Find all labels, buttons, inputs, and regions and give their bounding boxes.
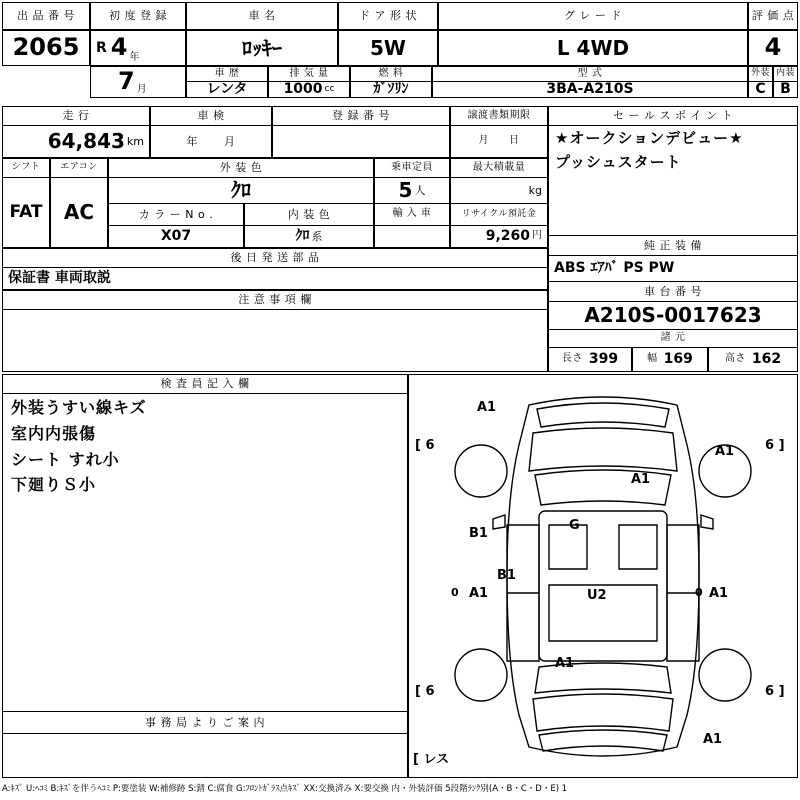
shift-value: FAT xyxy=(9,201,43,222)
sales-point-line-2: プッシュスタート xyxy=(555,152,682,171)
shaken-label-cell xyxy=(150,106,272,126)
exterior-grade-label-cell xyxy=(748,66,773,82)
mark-trunk-a1: A1 xyxy=(703,732,723,747)
interior-color-value-cell xyxy=(244,226,374,248)
office-notice-label-cell xyxy=(2,712,408,734)
shaken-month-unit: 月 xyxy=(224,134,236,148)
sales-point-label: セ ー ル ス ポ イ ン ト xyxy=(613,109,733,123)
later-parts-value: 保証書 車両取説 xyxy=(8,270,111,287)
recycle-label-cell xyxy=(450,204,548,226)
mileage-label: 走 行 xyxy=(62,109,90,123)
mark-left-rear-a1: A1 xyxy=(469,586,489,601)
rating-value-cell xyxy=(748,30,798,66)
length-cell xyxy=(548,348,632,372)
interior-color-suffix: 系 xyxy=(311,229,323,243)
legend-text: A:ｷｽﾞ U:ﾍｺﾐ B:ｷｽﾞを伴うﾍｺﾐ P:要塗装 W:補修跡 S:錆 C:腐食 G:ﾌﾛﾝﾄｶﾞﾗｽ点ｷｽﾞ XX:交換済み X:要交換 内・外装評価 5段階ﾗﾝｸ別(A・B・C・D・E) 1 xyxy=(2,784,568,794)
dimensions-label: 諸 元 xyxy=(660,332,686,344)
width-cell xyxy=(632,348,708,372)
max-load-unit: kg xyxy=(528,183,542,197)
door-shape-label-cell xyxy=(338,2,438,30)
mark-left-zero: 0 xyxy=(451,586,459,599)
chassis-label-cell xyxy=(548,282,798,302)
later-parts-label: 後 日 発 送 部 品 xyxy=(230,251,320,265)
height-label: 高さ xyxy=(724,353,746,365)
inspector-label-cell xyxy=(2,374,408,394)
ac-value: AC xyxy=(63,200,95,224)
transfer-deadline-value-cell xyxy=(450,126,548,158)
fuel-label: 燃 料 xyxy=(378,67,404,79)
color-no-value-cell xyxy=(108,226,244,248)
inspector-note-1: 外装うすい線キズ xyxy=(11,398,147,417)
displacement-label: 排 気 量 xyxy=(289,67,329,79)
rating-label: 評 価 点 xyxy=(751,9,795,23)
first-reg-month-cell xyxy=(90,66,186,98)
mark-front-right-bracket: 6 ] xyxy=(765,438,785,453)
height-value: 162 xyxy=(751,351,782,368)
model-code-label-cell xyxy=(432,66,748,82)
mileage-value-cell xyxy=(2,126,150,158)
color-no-value: X07 xyxy=(160,228,192,245)
shift-label-cell xyxy=(2,158,50,178)
grade-label: グ レ ー ド xyxy=(564,9,622,23)
import-label-cell xyxy=(374,204,450,226)
damage-diagram xyxy=(409,375,797,777)
mark-right-zero: 0 xyxy=(695,586,703,599)
car-name-label-cell xyxy=(186,2,338,30)
first-reg-year-unit: 年 xyxy=(129,51,140,63)
office-notice-value-cell xyxy=(2,734,408,778)
exterior-color-value-cell xyxy=(108,178,374,204)
mark-center-g: G xyxy=(569,518,580,533)
length-label: 長さ xyxy=(561,353,583,365)
inspector-label: 検 査 員 記 入 欄 xyxy=(160,377,250,391)
transfer-deadline-label: 譲渡書類期限 xyxy=(467,109,531,121)
first-reg-month-unit: 月 xyxy=(136,83,147,95)
mark-rear-left-bracket: [ 6 xyxy=(415,684,435,699)
height-cell xyxy=(708,348,798,372)
mileage-value: 64,843 xyxy=(47,129,125,153)
fuel-value: ｶﾞｿﾘﾝ xyxy=(373,82,409,98)
lot-number-label: 出 品 番 号 xyxy=(17,9,75,23)
door-shape-value-cell xyxy=(338,30,438,66)
reg-number-value-cell xyxy=(272,126,450,158)
recycle-label: リサイクル預託金 xyxy=(461,208,537,219)
later-parts-label-cell xyxy=(2,248,548,268)
sales-point-label-cell xyxy=(548,106,798,126)
equipment-label-cell xyxy=(548,236,798,256)
width-label: 幅 xyxy=(647,353,658,365)
seats-label: 乗車定員 xyxy=(391,161,433,173)
exterior-color-label-cell xyxy=(108,158,374,178)
exterior-color-label: 外 装 色 xyxy=(219,161,263,175)
ac-value-cell xyxy=(50,178,108,248)
inspector-note-2: 室内内張傷 xyxy=(11,423,97,443)
seats-label-cell xyxy=(374,158,450,178)
grade-label-cell xyxy=(438,2,748,30)
inspector-note-4: 下廻りＳ小 xyxy=(11,475,97,495)
interior-color-label: 内 装 色 xyxy=(287,207,331,221)
grade-value-cell xyxy=(438,30,748,66)
shaken-label: 車 検 xyxy=(197,109,225,123)
caution-label: 注 意 事 項 欄 xyxy=(238,293,312,307)
mileage-label-cell xyxy=(2,106,150,126)
history-value-cell xyxy=(186,82,268,98)
lot-number-value: 2065 xyxy=(12,33,80,62)
exterior-color-value: ｸﾛ xyxy=(231,178,251,202)
model-code-value-cell xyxy=(432,82,748,98)
transfer-deadline-label-cell xyxy=(450,106,548,126)
shift-value-cell xyxy=(2,178,50,248)
interior-grade-value-cell xyxy=(773,82,798,98)
rating-value: 4 xyxy=(764,33,782,62)
displacement-label-cell xyxy=(268,66,350,82)
door-shape-label: ド ア 形 状 xyxy=(359,9,417,23)
exterior-grade-value: C xyxy=(755,82,766,98)
seats-unit: 人 xyxy=(414,183,426,197)
mark-center-u2: U2 xyxy=(587,588,607,603)
mark-rear-a1: A1 xyxy=(555,656,575,671)
dimensions-label-cell xyxy=(548,330,798,348)
chassis-value-cell xyxy=(548,302,798,330)
chassis-label: 車 台 番 号 xyxy=(644,284,702,298)
sales-point-line-1: ★オークションデビュー★ xyxy=(555,129,744,147)
model-code-label: 型 式 xyxy=(577,67,603,79)
shift-label: シフト xyxy=(11,162,41,173)
fuel-label-cell xyxy=(350,66,432,82)
mark-left-door-b1: B1 xyxy=(469,526,488,541)
equipment-value-cell xyxy=(548,256,798,282)
car-outline-svg xyxy=(409,375,797,777)
mark-res-label: [ レス xyxy=(413,752,450,767)
recycle-unit: 円 xyxy=(532,230,542,242)
sales-point-value-cell xyxy=(548,126,798,236)
caution-label-cell xyxy=(2,290,548,310)
equipment-label: 純 正 装 備 xyxy=(644,238,702,252)
lot-number-label-cell xyxy=(2,2,90,30)
office-notice-label: 事 務 局 よ り ご 案 内 xyxy=(145,715,265,729)
mark-front-roof-a1: A1 xyxy=(477,400,497,415)
inspector-notes-cell xyxy=(2,394,408,712)
max-load-label: 最大積載量 xyxy=(472,161,526,173)
interior-color-value: ｸﾛ xyxy=(295,228,310,245)
first-reg-label: 初 度 登 録 xyxy=(109,9,167,23)
color-no-label-cell xyxy=(108,204,244,226)
car-name-value: ﾛｯｷｰ xyxy=(242,35,282,60)
color-no-label: カ ラ ー N o . xyxy=(138,207,214,221)
lot-number-value-cell xyxy=(2,30,90,66)
import-value-cell xyxy=(374,226,450,248)
fuel-value-cell xyxy=(350,82,432,98)
ac-label-cell xyxy=(50,158,108,178)
transfer-month-unit: 月 xyxy=(478,135,489,147)
exterior-grade-label: 外装 xyxy=(750,68,770,79)
reg-number-label: 登 録 番 号 xyxy=(332,109,390,123)
shaken-year-unit: 年 xyxy=(186,134,198,148)
car-name-label: 車 名 xyxy=(248,9,276,23)
first-reg-month: 7 xyxy=(118,67,135,96)
rating-label-cell xyxy=(748,2,798,30)
length-value: 399 xyxy=(588,351,619,368)
mileage-unit: km xyxy=(126,134,144,148)
shaken-value-cell xyxy=(150,126,272,158)
first-reg-era: R xyxy=(96,39,107,56)
recycle-value-cell xyxy=(450,226,548,248)
mark-rear-right-bracket: 6 ] xyxy=(765,684,785,699)
import-label: 輸 入 車 xyxy=(392,208,432,220)
mark-front-left-bracket: [ 6 xyxy=(415,438,435,453)
mark-front-right-a1: A1 xyxy=(715,444,735,459)
width-value: 169 xyxy=(663,351,693,368)
history-label: 車 歴 xyxy=(214,67,240,79)
exterior-grade-value-cell xyxy=(748,82,773,98)
displacement-unit: cc xyxy=(324,83,335,94)
displacement-value: 1000 xyxy=(283,82,323,98)
ac-label: エアコン xyxy=(60,162,98,173)
max-load-value-cell xyxy=(450,178,548,204)
interior-grade-label: 内装 xyxy=(775,68,795,79)
reg-number-label-cell xyxy=(272,106,450,126)
interior-color-label-cell xyxy=(244,204,374,226)
inspector-note-3: シート すれ小 xyxy=(11,449,120,469)
max-load-label-cell xyxy=(450,158,548,178)
mark-hood-a1: A1 xyxy=(631,472,651,487)
interior-grade-label-cell xyxy=(773,66,798,82)
first-reg-value-cell xyxy=(90,30,186,66)
first-reg-label-cell xyxy=(90,2,186,30)
seats-value: 5 xyxy=(398,178,413,202)
first-reg-year: 4 xyxy=(110,33,128,62)
equipment-value: ABS ｴｱﾊﾞ PS PW xyxy=(554,260,675,277)
model-code-value: 3BA-A210S xyxy=(546,82,634,98)
history-value: レンタ xyxy=(206,82,248,98)
transfer-day-unit: 日 xyxy=(509,135,520,147)
interior-grade-value: B xyxy=(780,82,791,98)
door-shape-value: 5W xyxy=(370,35,406,60)
car-name-value-cell xyxy=(186,30,338,66)
chassis-value: A210S-0017623 xyxy=(584,303,762,327)
mark-right-rear-a1: A1 xyxy=(709,586,729,601)
caution-value-cell xyxy=(2,310,548,372)
seats-value-cell xyxy=(374,178,450,204)
recycle-value: 9,260 xyxy=(485,228,530,245)
damage-diagram-panel xyxy=(408,374,798,778)
later-parts-value-cell xyxy=(2,268,548,290)
mark-left-door-b1-lower: B1 xyxy=(497,568,516,583)
displacement-value-cell xyxy=(268,82,350,98)
grade-value: L 4WD xyxy=(556,35,630,60)
history-label-cell xyxy=(186,66,268,82)
